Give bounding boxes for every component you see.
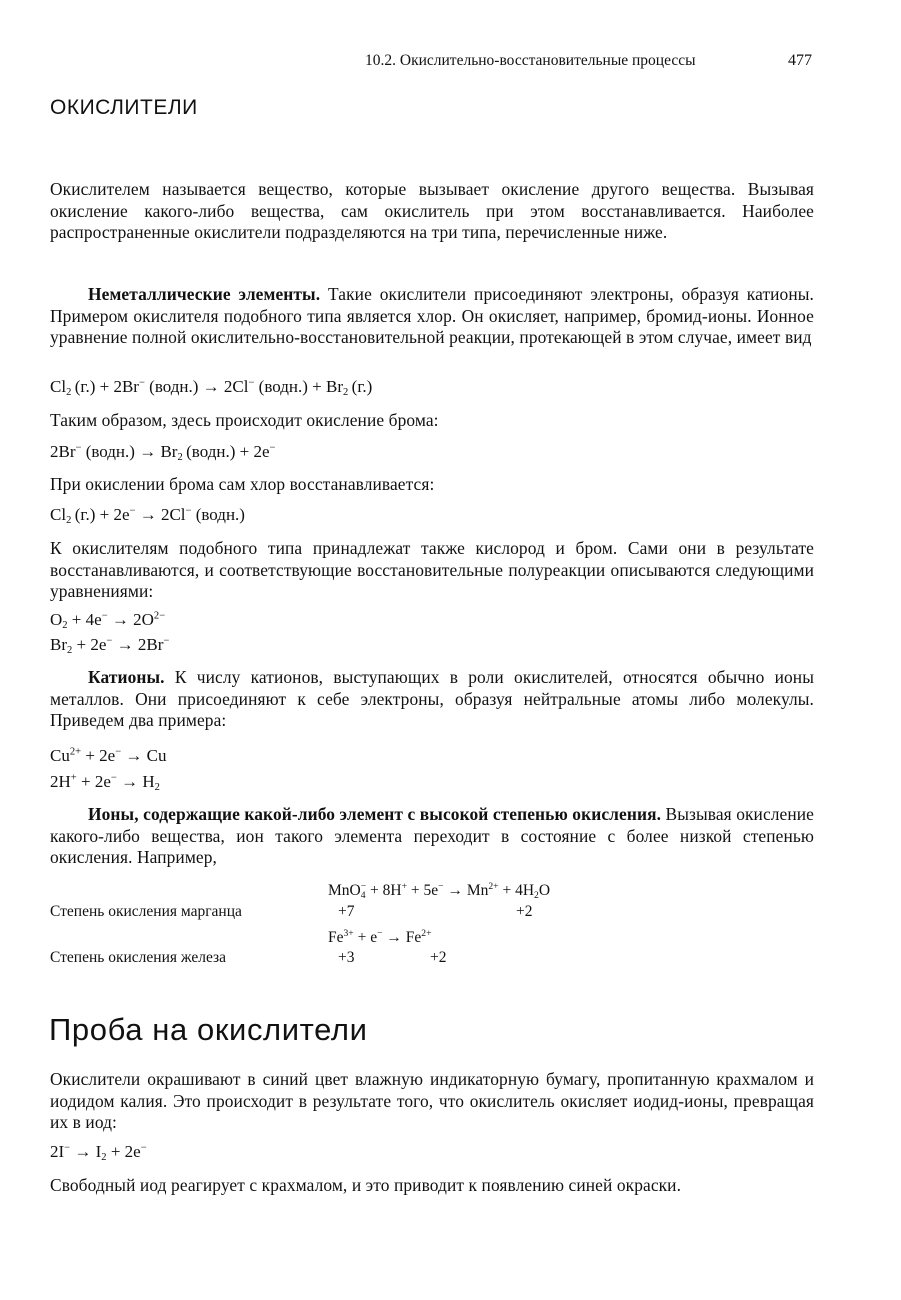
cations-paragraph bbox=[50, 667, 814, 732]
nonmetals-paragraph bbox=[50, 284, 814, 349]
equation-copper-reduction: $Cu^{2+} + 2e^- \to Cu$ bbox=[50, 746, 167, 765]
ions-text: Вызывая окисление какого-либо вещества, ион такого элемента переходит в состояние с более низкой степенью окисления. Например, bbox=[50, 804, 814, 867]
equation-bromine-oxidation: 2Br− (водн.) → $Br_2$ (водн.) + 2e− bbox=[50, 442, 276, 464]
oxygen-bromine-paragraph: К окислителям подобного типа принадлежат также кислород и бром. Сами они в результате восстанавливаются, и соответствующие восстановительные полуреакции описываются следующими уравнениями: bbox=[50, 538, 814, 601]
equation-chlorine-bromide: $Cl_2$ (г.) + 2Br− (водн.) → 2Cl− (водн.) + $Br_2$ (г.) bbox=[50, 377, 373, 399]
manganese-oxidation-label: Степень окисления марганца bbox=[50, 903, 242, 920]
nonmetals-text: Такие окислители присоединяют электроны, образуя катионы. Примером окислителя подобного типа является хлор. Он окисляет, например, бромид-ионы. Ионное уравнение полной окислительно-восстановительной реакции, протекающей в этом случае, имеет вид bbox=[50, 284, 814, 347]
equation-bromine-reduction: $Br_2 + 2e^- \to 2Br^-$ bbox=[50, 635, 170, 657]
iron-oxidation-from: +3 bbox=[338, 949, 355, 966]
test-section-title: Проба на окислители bbox=[49, 1012, 368, 1047]
equation-chlorine-reduction: $Cl_2$ (г.) + 2e− → 2Cl− (водн.) bbox=[50, 505, 245, 527]
cations-heading: Катионы. bbox=[88, 667, 165, 687]
bromine-oxidation-text: Таким образом, здесь происходит окисление брома: bbox=[50, 410, 439, 430]
iron-oxidation-label: Степень окисления железа bbox=[50, 949, 227, 966]
iron-oxidation-to: +2 bbox=[430, 949, 447, 966]
nonmetals-heading: Неметаллические элементы. bbox=[88, 284, 321, 304]
test-paragraph: Окислители окрашивают в синий цвет влажную индикаторную бумагу, пропитанную крахмалом и иодидом калия. Это происходит в результате того, что окислитель окисляет иодид-ионы, превращая их в иод: bbox=[50, 1069, 814, 1132]
equation-oxygen-reduction: $O_2 + 4e^- \to 2O^{2-}$ bbox=[50, 610, 166, 632]
page-number: 477 bbox=[788, 52, 812, 69]
equation-iron-reduction: $Fe^{3+} + e^- \to Fe^{2+}$ bbox=[328, 928, 432, 946]
equation-hydrogen-reduction: $2H^+ + 2e^- \to H_2$ bbox=[50, 772, 160, 794]
equation-iodide-oxidation: $2I^- \to I_2 + 2e^-$ bbox=[50, 1142, 147, 1164]
section-title: ОКИСЛИТЕЛИ bbox=[50, 96, 198, 119]
ions-paragraph bbox=[50, 804, 814, 869]
chlorine-reduction-text: При окислении брома сам хлор восстанавливается: bbox=[50, 474, 435, 494]
manganese-oxidation-from: +7 bbox=[338, 903, 355, 920]
manganese-oxidation-to: +2 bbox=[516, 903, 533, 920]
starch-iodine-text: Свободный иод реагирует с крахмалом, и это приводит к появлению синей окраски. bbox=[50, 1175, 682, 1195]
intro-paragraph: Окислителем называется вещество, которые вызывает окисление другого вещества. Вызывая окисление какого-либо вещества, сам окислитель при этом восстанавливается. Наиболее распространенные окислители подразделяются на три типа, перечисленные ниже. bbox=[50, 179, 814, 242]
running-title: 10.2. Окислительно-восстановительные процессы bbox=[365, 52, 696, 69]
equation-permanganate-reduction: $MnO_4^- + 8H^+ + 5e^- \to Mn^{2+} + 4H_2O$ bbox=[328, 881, 551, 901]
ions-heading: Ионы, содержащие какой-либо элемент с высокой степенью окисления. bbox=[88, 804, 662, 824]
cations-text: К числу катионов, выступающих в роли окислителей, относятся обычно ионы металлов. Они присоединяют к себе электроны, образуя нейтральные атомы либо молекулы. Приведем два примера: bbox=[50, 667, 814, 730]
